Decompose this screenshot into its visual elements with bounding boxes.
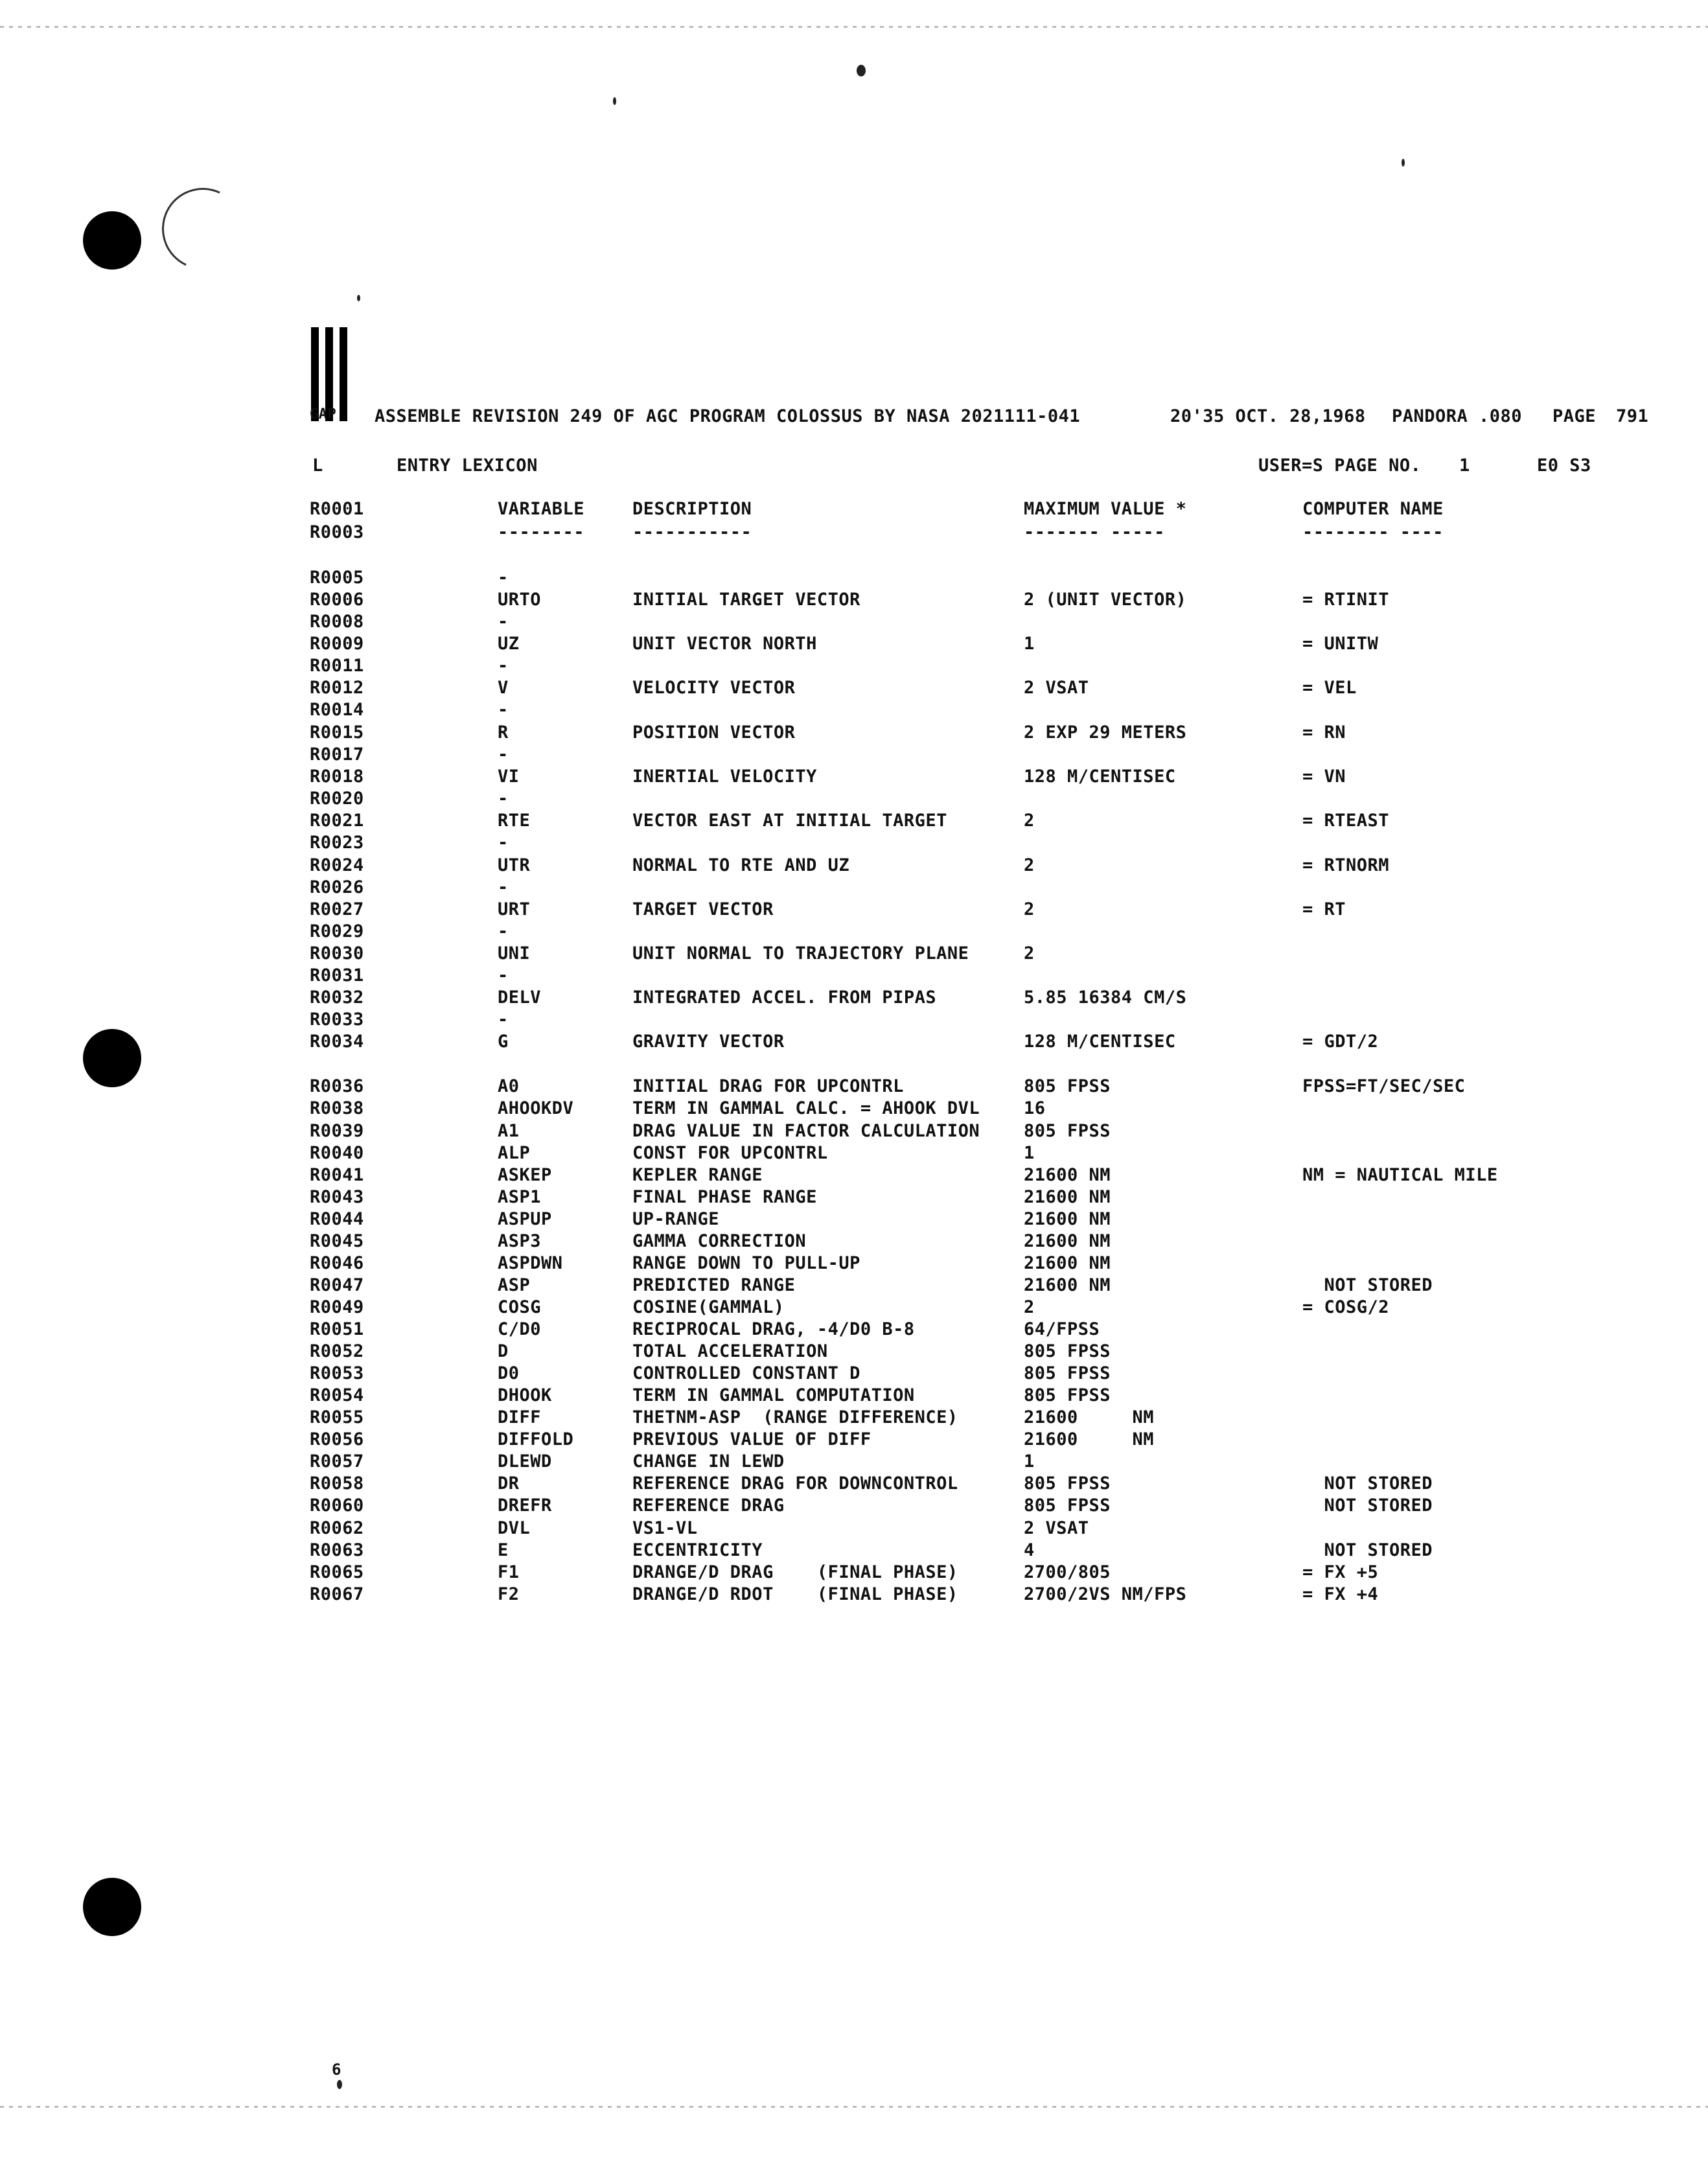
description: NORMAL TO RTE AND UZ <box>632 855 850 875</box>
header-user: PANDORA .080 <box>1392 406 1523 426</box>
variable: DHOOK <box>498 1385 552 1405</box>
max-value: 2 (UNIT VECTOR) <box>1024 590 1187 610</box>
variable: AHOOKDV <box>498 1098 574 1118</box>
description: INERTIAL VELOCITY <box>632 767 817 787</box>
row-id: R0063 <box>310 1540 364 1560</box>
max-value: 1 <box>1024 1143 1035 1163</box>
variable: - <box>498 700 509 720</box>
variable: DLEWD <box>498 1451 552 1472</box>
description: THETNM-ASP (RANGE DIFFERENCE) <box>632 1407 958 1427</box>
user-page-label: USER=S PAGE NO. <box>1258 456 1422 476</box>
punch-hole-middle <box>83 1029 141 1087</box>
variable: COSG <box>498 1297 542 1317</box>
description: FINAL PHASE RANGE <box>632 1187 817 1207</box>
variable: - <box>498 612 509 632</box>
max-value: 128 M/CENTISEC <box>1024 1032 1176 1052</box>
variable: UNI <box>498 943 531 964</box>
variable: URT <box>498 899 531 919</box>
max-value: 2 VSAT <box>1024 678 1089 698</box>
max-value: 21600 NM <box>1024 1253 1111 1273</box>
row-id: R0031 <box>310 965 364 986</box>
row-id: R0027 <box>310 899 364 919</box>
row-id: R0044 <box>310 1209 364 1229</box>
row-id: R0049 <box>310 1297 364 1317</box>
variable: - <box>498 965 509 986</box>
description: UNIT VECTOR NORTH <box>632 634 817 654</box>
scan-edge-bottom <box>0 2106 1708 2108</box>
dash-variable: -------- <box>498 522 585 542</box>
variable: - <box>498 789 509 809</box>
variable: DIFFOLD <box>498 1429 574 1449</box>
max-value: 805 FPSS <box>1024 1473 1111 1494</box>
row-id: R0020 <box>310 789 364 809</box>
section-title: ENTRY LEXICON <box>397 456 538 476</box>
computer-name: = VEL <box>1302 678 1357 698</box>
row-id: R0052 <box>310 1341 364 1361</box>
variable: URTO <box>498 590 542 610</box>
variable: - <box>498 656 509 676</box>
column-header-computer-name: COMPUTER NAME <box>1302 499 1444 519</box>
punch-hole-bottom <box>83 1878 141 1936</box>
max-value: 21600 NM <box>1024 1407 1155 1427</box>
variable: V <box>498 678 509 698</box>
variable: A1 <box>498 1121 520 1141</box>
row-id: R0038 <box>310 1098 364 1118</box>
header-row-id: R0001 <box>310 499 364 519</box>
description: TERM IN GAMMAL CALC. = AHOOK DVL <box>632 1098 980 1118</box>
variable: DREFR <box>498 1495 552 1516</box>
variable: A0 <box>498 1076 520 1096</box>
dash-max-value: ------- ----- <box>1024 522 1165 542</box>
row-id: R0040 <box>310 1143 364 1163</box>
description: REFERENCE DRAG FOR DOWNCONTROL <box>632 1473 958 1494</box>
description: UP-RANGE <box>632 1209 720 1229</box>
ink-speck <box>357 295 360 301</box>
row-id: R0029 <box>310 921 364 941</box>
computer-name: NOT STORED <box>1302 1495 1433 1516</box>
description: TARGET VECTOR <box>632 899 774 919</box>
row-id: R0034 <box>310 1032 364 1052</box>
variable: F1 <box>498 1562 520 1582</box>
description: REFERENCE DRAG <box>632 1495 785 1516</box>
row-id: R0021 <box>310 811 364 831</box>
description: UNIT NORMAL TO TRAJECTORY PLANE <box>632 943 969 964</box>
variable: - <box>498 568 509 588</box>
max-value: 21600 NM <box>1024 1275 1111 1295</box>
description: INITIAL DRAG FOR UPCONTRL <box>632 1076 904 1096</box>
column-header-description: DESCRIPTION <box>632 499 752 519</box>
variable: - <box>498 1010 509 1030</box>
punch-hole-top <box>83 211 141 270</box>
row-id: R0033 <box>310 1010 364 1030</box>
max-value: 21600 NM <box>1024 1187 1111 1207</box>
description: VELOCITY VECTOR <box>632 678 796 698</box>
computer-name: NM = NAUTICAL MILE <box>1302 1165 1498 1185</box>
variable: - <box>498 745 509 765</box>
footer-speck <box>337 2080 342 2089</box>
row-id: R0023 <box>310 833 364 853</box>
max-value: 21600 NM <box>1024 1209 1111 1229</box>
variable: C/D0 <box>498 1319 542 1339</box>
variable: F2 <box>498 1584 520 1604</box>
description: DRANGE/D RDOT (FINAL PHASE) <box>632 1584 958 1604</box>
variable: - <box>498 877 509 897</box>
max-value: 2 <box>1024 943 1035 964</box>
user-page-number: 1 <box>1459 456 1470 476</box>
description: GRAVITY VECTOR <box>632 1032 785 1052</box>
header-title: ASSEMBLE REVISION 249 OF AGC PROGRAM COLOSSUS BY NASA 2021111-041 <box>375 406 1081 426</box>
max-value: 64/FPSS <box>1024 1319 1100 1339</box>
variable: ASPUP <box>498 1209 552 1229</box>
subheader-left-code: L <box>312 456 323 476</box>
max-value: 805 FPSS <box>1024 1121 1111 1141</box>
variable: ALP <box>498 1143 531 1163</box>
max-value: 2 <box>1024 811 1035 831</box>
variable: ASKEP <box>498 1165 552 1185</box>
max-value: 4 <box>1024 1540 1035 1560</box>
column-header-max-value: MAXIMUM VALUE * <box>1024 499 1187 519</box>
variable: DVL <box>498 1518 531 1538</box>
variable: E <box>498 1540 509 1560</box>
row-id: R0030 <box>310 943 364 964</box>
row-id: R0036 <box>310 1076 364 1096</box>
computer-name: NOT STORED <box>1302 1473 1433 1494</box>
max-value: 2700/805 <box>1024 1562 1111 1582</box>
scan-edge-top <box>0 26 1708 28</box>
computer-name: NOT STORED <box>1302 1275 1433 1295</box>
computer-name: = UNITW <box>1302 634 1379 654</box>
description: INITIAL TARGET VECTOR <box>632 590 860 610</box>
row-id: R0054 <box>310 1385 364 1405</box>
computer-name: = RTEAST <box>1302 811 1390 831</box>
max-value: 2 <box>1024 855 1035 875</box>
description: GAMMA CORRECTION <box>632 1231 807 1251</box>
description: POSITION VECTOR <box>632 722 796 743</box>
row-id: R0015 <box>310 722 364 743</box>
subheader-code: E0 S3 <box>1537 456 1591 476</box>
variable: DR <box>498 1473 520 1494</box>
max-value: 2 <box>1024 1297 1035 1317</box>
description: CONST FOR UPCONTRL <box>632 1143 828 1163</box>
punch-hole-ring <box>150 176 255 281</box>
row-id: R0058 <box>310 1473 364 1494</box>
computer-name: = RTINIT <box>1302 590 1390 610</box>
header-mark: GAP <box>310 406 337 422</box>
description: PREDICTED RANGE <box>632 1275 796 1295</box>
description: TERM IN GAMMAL COMPUTATION <box>632 1385 915 1405</box>
variable: ASP1 <box>498 1187 542 1207</box>
row-id: R0014 <box>310 700 364 720</box>
computer-name: = COSG/2 <box>1302 1297 1390 1317</box>
dash-row-id: R0003 <box>310 522 364 542</box>
header-page-number: 791 <box>1616 406 1649 426</box>
computer-name: = RTNORM <box>1302 855 1390 875</box>
variable: DIFF <box>498 1407 542 1427</box>
max-value: 805 FPSS <box>1024 1076 1111 1096</box>
row-id: R0056 <box>310 1429 364 1449</box>
variable: D0 <box>498 1363 520 1383</box>
variable: D <box>498 1341 509 1361</box>
max-value: 16 <box>1024 1098 1046 1118</box>
row-id: R0051 <box>310 1319 364 1339</box>
max-value: 128 M/CENTISEC <box>1024 767 1176 787</box>
computer-name: = RN <box>1302 722 1346 743</box>
max-value: 21600 NM <box>1024 1165 1111 1185</box>
computer-name: = FX +4 <box>1302 1584 1379 1604</box>
max-value: 805 FPSS <box>1024 1363 1111 1383</box>
max-value: 21600 NM <box>1024 1231 1111 1251</box>
variable: DELV <box>498 987 542 1008</box>
description: CHANGE IN LEWD <box>632 1451 785 1472</box>
ink-speck <box>857 65 866 76</box>
footer-mark: 6 <box>332 2061 341 2079</box>
description: ECCENTRICITY <box>632 1540 763 1560</box>
max-value: 805 FPSS <box>1024 1495 1111 1516</box>
computer-name: FPSS=FT/SEC/SEC <box>1302 1076 1466 1096</box>
ink-speck <box>613 97 616 105</box>
variable: - <box>498 833 509 853</box>
row-id: R0017 <box>310 745 364 765</box>
row-id: R0009 <box>310 634 364 654</box>
ink-speck <box>1402 159 1405 167</box>
header-timestamp: 20'35 OCT. 28,1968 <box>1170 406 1366 426</box>
dash-computer-name: -------- ---- <box>1302 522 1444 542</box>
max-value: 5.85 16384 CM/S <box>1024 987 1187 1008</box>
variable: ASPDWN <box>498 1253 563 1273</box>
row-id: R0008 <box>310 612 364 632</box>
row-id: R0053 <box>310 1363 364 1383</box>
max-value: 2 EXP 29 METERS <box>1024 722 1187 743</box>
computer-name: = VN <box>1302 767 1346 787</box>
max-value: 805 FPSS <box>1024 1385 1111 1405</box>
variable: G <box>498 1032 509 1052</box>
computer-name: = GDT/2 <box>1302 1032 1379 1052</box>
row-id: R0041 <box>310 1165 364 1185</box>
max-value: 1 <box>1024 634 1035 654</box>
variable: UTR <box>498 855 531 875</box>
max-value: 2 <box>1024 899 1035 919</box>
variable: ASP <box>498 1275 531 1295</box>
row-id: R0006 <box>310 590 364 610</box>
dash-description: ----------- <box>632 522 752 542</box>
description: DRANGE/D DRAG (FINAL PHASE) <box>632 1562 958 1582</box>
row-id: R0046 <box>310 1253 364 1273</box>
row-id: R0024 <box>310 855 364 875</box>
max-value: 21600 NM <box>1024 1429 1155 1449</box>
description: INTEGRATED ACCEL. FROM PIPAS <box>632 987 937 1008</box>
max-value: 2700/2VS NM/FPS <box>1024 1584 1187 1604</box>
description: VECTOR EAST AT INITIAL TARGET <box>632 811 947 831</box>
row-id: R0047 <box>310 1275 364 1295</box>
row-id: R0026 <box>310 877 364 897</box>
row-id: R0062 <box>310 1518 364 1538</box>
variable: VI <box>498 767 520 787</box>
row-id: R0012 <box>310 678 364 698</box>
variable: UZ <box>498 634 520 654</box>
computer-name: NOT STORED <box>1302 1540 1433 1560</box>
description: RANGE DOWN TO PULL-UP <box>632 1253 860 1273</box>
description: CONTROLLED CONSTANT D <box>632 1363 860 1383</box>
computer-name: = FX +5 <box>1302 1562 1379 1582</box>
row-id: R0045 <box>310 1231 364 1251</box>
computer-name: = RT <box>1302 899 1346 919</box>
description: DRAG VALUE IN FACTOR CALCULATION <box>632 1121 980 1141</box>
variable: R <box>498 722 509 743</box>
description: KEPLER RANGE <box>632 1165 763 1185</box>
description: COSINE(GAMMAL) <box>632 1297 785 1317</box>
row-id: R0043 <box>310 1187 364 1207</box>
max-value: 805 FPSS <box>1024 1341 1111 1361</box>
description: VS1-VL <box>632 1518 698 1538</box>
variable: RTE <box>498 811 531 831</box>
header-page-label: PAGE <box>1552 406 1597 426</box>
variable: ASP3 <box>498 1231 542 1251</box>
column-header-variable: VARIABLE <box>498 499 585 519</box>
row-id: R0065 <box>310 1562 364 1582</box>
variable: - <box>498 921 509 941</box>
max-value: 1 <box>1024 1451 1035 1472</box>
description: PREVIOUS VALUE OF DIFF <box>632 1429 871 1449</box>
row-id: R0057 <box>310 1451 364 1472</box>
row-id: R0067 <box>310 1584 364 1604</box>
description: RECIPROCAL DRAG, -4/D0 B-8 <box>632 1319 915 1339</box>
row-id: R0032 <box>310 987 364 1008</box>
row-id: R0060 <box>310 1495 364 1516</box>
row-id: R0005 <box>310 568 364 588</box>
max-value: 2 VSAT <box>1024 1518 1089 1538</box>
row-id: R0055 <box>310 1407 364 1427</box>
row-id: R0011 <box>310 656 364 676</box>
description: TOTAL ACCELERATION <box>632 1341 828 1361</box>
row-id: R0018 <box>310 767 364 787</box>
row-id: R0039 <box>310 1121 364 1141</box>
